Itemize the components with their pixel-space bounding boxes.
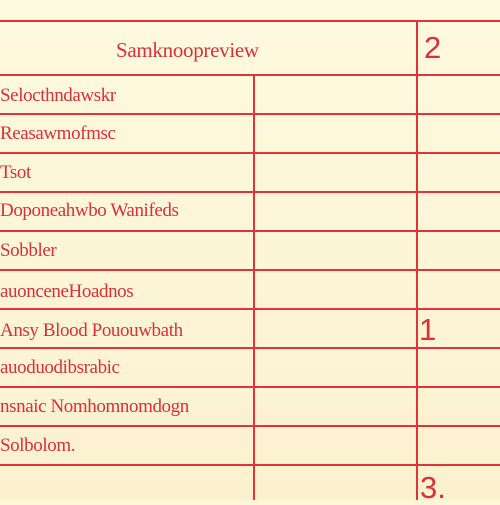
rule-row-7 (0, 347, 500, 349)
row-label: nsnaic Nomhomnomdogn (0, 396, 189, 417)
row-label: Tsot (0, 162, 31, 183)
row-label: Ansy Blood Pououwbath (0, 320, 183, 341)
rule-row-4 (0, 230, 500, 232)
row-label: auonceneHoadnos (0, 281, 134, 302)
rule-row-2 (0, 152, 500, 154)
rule-row-1 (0, 113, 500, 115)
form-header-title: Samknoopreview (116, 38, 259, 62)
rule-row-9 (0, 425, 500, 427)
row-label: auoduodibsrabic (0, 357, 120, 378)
rule-col-2 (416, 20, 418, 500)
rule-row-6 (0, 308, 500, 310)
rule-row-8 (0, 386, 500, 388)
row-label: Reasawmofmsc (0, 123, 116, 144)
row-label: Doponeahwbo Wanifeds (0, 200, 179, 221)
row-value: 3. (420, 470, 446, 505)
rule-top (0, 20, 500, 22)
row-label: Selocthndawskr (0, 85, 116, 106)
row-label: Sobbler (0, 240, 57, 261)
rule-col-1 (253, 74, 255, 500)
row-value: 1 (419, 312, 437, 347)
rule-row-5 (0, 269, 500, 271)
row-label: Solbolom. (0, 435, 76, 456)
rule-row-10 (0, 464, 500, 466)
rule-header-bottom (0, 74, 500, 76)
rule-row-3 (0, 191, 500, 193)
form-header-number: 2 (424, 30, 442, 65)
